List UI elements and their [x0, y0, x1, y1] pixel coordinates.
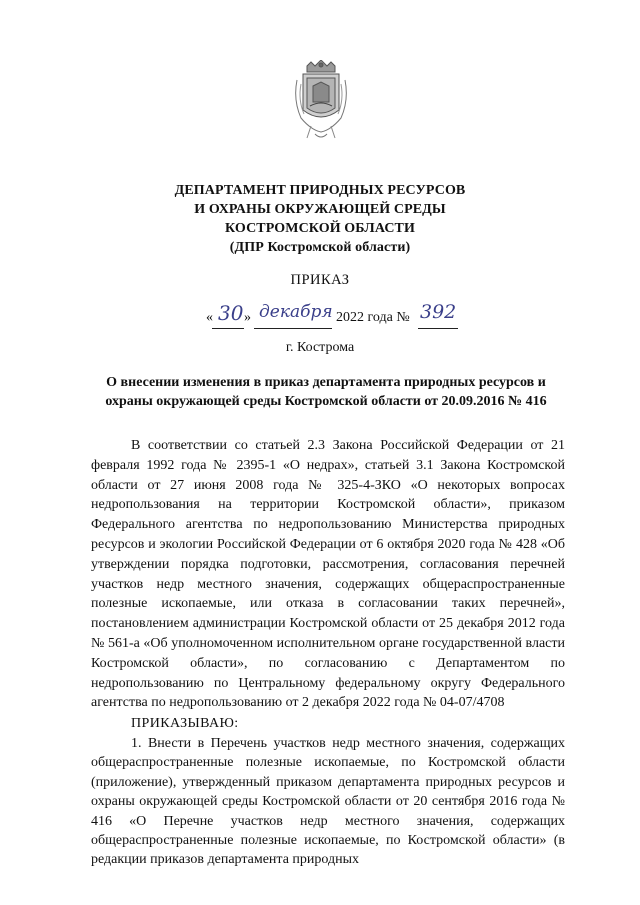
order-number-underline: [418, 328, 458, 329]
date-month-handwritten: декабря: [259, 302, 333, 322]
item-1-paragraph: 1. Внести в Перечень участков недр местного значения, содержащих общераспространенные полезные ископаемые, по Костромской области (приложение), утвержденный приказом департамента природных ресурсов и охраны окружающей среды Костромской области от 20 сентября 2016 года № 416 «О Перечне участков недр местного значения, содержащих общераспространенные полезные ископаемые, по Костромской области» (в редакции приказов департамента природных: [91, 736, 565, 868]
date-day-underline: [212, 328, 244, 329]
order-title: ПРИКАЗ: [290, 272, 350, 288]
orders-word: ПРИКАЗЫВАЮ:: [131, 716, 239, 731]
city: г. Кострома: [285, 340, 355, 355]
header-line-4: (ДПР Костромской области): [229, 240, 411, 255]
coat-of-arms-emblem-icon: [293, 60, 349, 142]
order-date-line: [196, 300, 476, 330]
order-number-handwritten: 392: [420, 301, 457, 323]
header-line-2: И ОХРАНЫ ОКРУЖАЮЩЕЙ СРЕДЫ: [194, 202, 446, 217]
date-close-quote: »: [244, 310, 251, 325]
header-line-1: ДЕПАРТАМЕНТ ПРИРОДНЫХ РЕСУРСОВ: [174, 183, 466, 198]
department-header: [0, 181, 640, 257]
preamble-paragraph: В соответствии со статьей 2.3 Закона Российской Федерации от 21 февраля 1992 года № 2395-1 «О недрах», статьей 3.1 Закона Костромской области от 27 июня 2008 года № 325-4-ЗКО «О некоторых вопросах недропользования на территории Костромской области», приказом Федерального агентства по недропользованию Министерства природных ресурсов и экологии Российской Федерации от 6 октября 2020 года № 428 «Об утверждении порядка подготовки, рассмотрения, согласования перечней участков недр местного значения, содержащих общераспространенные полезные ископаемые, или отказа в согласовании таких перечней», постановлением администрации Костромской области от 25 декабря 2012 года № 561-а «Об уполномоченном исполнительном органе государственной власти Костромской области», по согласованию с Департаментом по недропользованию по Центральному федеральному округу Федерального агентства по недропользованию от 2 декабря 2022 года № 04-07/4708: [91, 438, 565, 711]
date-open-quote: «: [206, 310, 213, 325]
date-month-underline: [254, 328, 332, 329]
order-subject: О внесении изменения в приказ департамента природных ресурсов и охраны окружающей среды Костромской области от 20.09.2016 № 416: [105, 375, 547, 409]
date-day-handwritten: 30: [218, 301, 244, 325]
date-year-text: 2022 года №: [336, 310, 410, 325]
header-line-3: КОСТРОМСКОЙ ОБЛАСТИ: [225, 221, 415, 236]
